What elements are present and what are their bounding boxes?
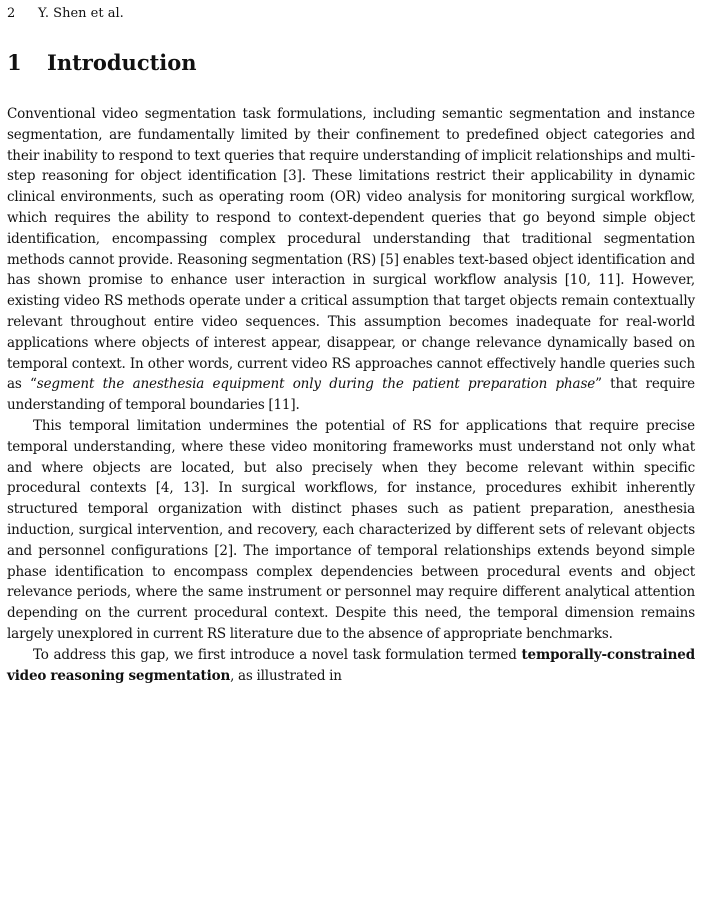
- body-text: [7, 104, 695, 686]
- paragraph-3-task-name: temporally-constrained video reasoning segmentation: [7, 646, 695, 684]
- page-number: 2: [7, 6, 16, 21]
- paragraph-1-quoted-query: segment the anesthesia equipment only during the patient preparation phase: [36, 376, 596, 393]
- section-heading: [7, 49, 197, 77]
- paragraph-3: [7, 645, 695, 687]
- running-header: [7, 6, 124, 22]
- paragraph-1-text-a: Conventional video segmentation task formulations, including semantic segmentation and instance segmentation, are fundamentally limited by their confinement to predefined object categories and their inability to respond to text queries that require understanding of implicit relationships and multi-step reasoning for object identification [3]. These limitations restrict their applicability in dynamic clinical environments, such as operating room (OR) video analysis for monitoring surgical workflow, which requires the ability to respond to context-dependent queries that go beyond simple object identification, encompassing complex procedural understanding that traditional segmentation methods cannot provide. Reasoning segmentation (RS) [5] enables text-based object identification and has shown promise to enhance user interaction in surgical workflow analysis [10, 11]. However, existing video RS methods operate under a critical assumption that target objects remain contextually relevant throughout entire video sequences. This assumption becomes inadequate for real-world applications where objects of interest appear, disappear, or change relevance dynamically based on temporal context. In other words, current video RS approaches cannot effectively handle queries such as “: [7, 106, 695, 393]
- section-number: 1: [7, 50, 22, 75]
- paragraph-3-text-b: , as illustrated in: [230, 667, 342, 684]
- paragraph-1-text-b: ” that require understanding of temporal boundaries [11].: [7, 376, 696, 414]
- section-title: Introduction: [47, 50, 197, 75]
- running-header-authors: Y. Shen et al.: [38, 6, 124, 21]
- paragraph-1: [7, 104, 695, 416]
- paragraph-3-text-a: To address this gap, we first introduce a novel task formulation termed: [33, 646, 522, 663]
- paragraph-2: This temporal limitation undermines the potential of RS for applications that require precise temporal understanding, where these video monitoring frameworks must understand not only what and where objects are located, but also precisely when they become relevant within specific procedural contexts [4, 13]. In surgical workflows, for instance, procedures exhibit inherently structured temporal organization with distinct phases such as patient preparation, anesthesia induction, surgical intervention, and recovery, each characterized by different sets of relevant objects and personnel configurations [2]. The importance of temporal relationships extends beyond simple phase identification to encompass complex dependencies between procedural events and object relevance periods, where the same instrument or personnel may require different analytical attention depending on the current procedural context. Despite this need, the temporal dimension remains largely unexplored in current RS literature due to the absence of appropriate benchmarks.: [7, 417, 695, 642]
